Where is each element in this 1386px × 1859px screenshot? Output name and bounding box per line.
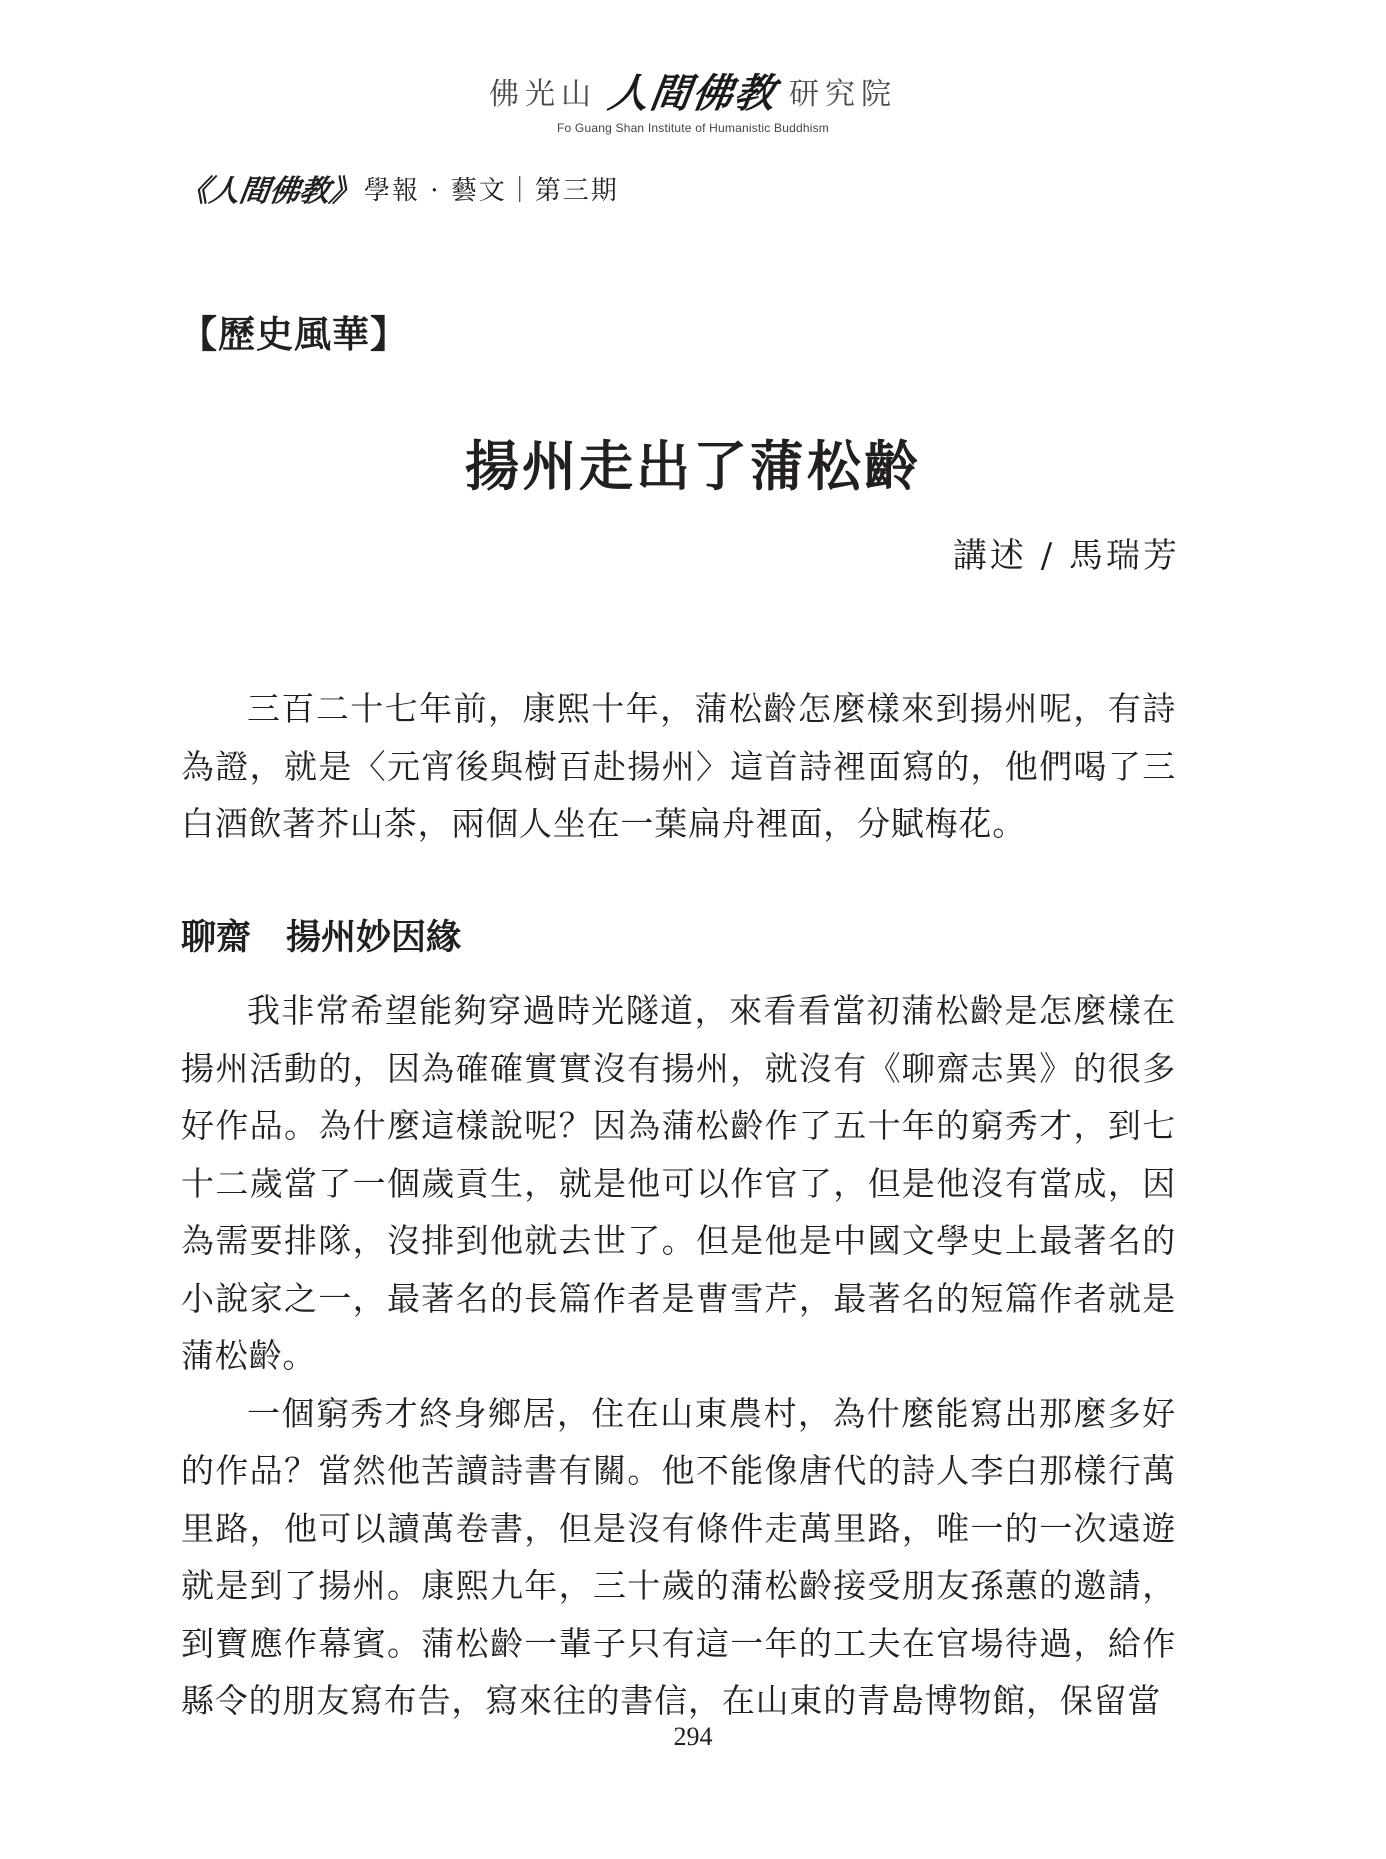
running-header <box>177 166 619 210</box>
article-body <box>181 680 1176 1730</box>
paragraph: 三百二十七年前，康熙十年，蒲松齡怎麼樣來到揚州呢，有詩為證，就是〈元宵後與樹百赴揚州〉這首詩裡面寫的，他們喝了三白酒飲著芥山茶，兩個人坐在一葉扁舟裡面，分賦梅花。 <box>181 689 1176 843</box>
masthead-line <box>489 62 897 119</box>
spacer <box>181 853 1176 909</box>
masthead <box>0 62 1386 135</box>
masthead-prefix: 佛光山 <box>489 76 597 112</box>
paragraph: 我非常希望能夠穿過時光隧道，來看看當初蒲松齡是怎麼樣在揚州活動的，因為確確實實沒有揚州，就沒有《聊齋志異》的很多好作品。為什麼這樣說呢？因為蒲松齡作了五十年的窮秀才，到七十二歲當了一個歲貢生，就是他可以作官了，但是他沒有當成，因為需要排隊，沒排到他就去世了。但是他是中國文學史上最著名的小說家之一，最著名的長篇作者是曹雪芹，最著名的短篇作者就是蒲松齡。 <box>181 991 1176 1375</box>
masthead-subtitle: Fo Guang Shan Institute of Humanistic Buddhism <box>556 121 829 135</box>
journal-logo: 《人間佛教》 <box>177 174 362 209</box>
masthead-suffix: 研究院 <box>789 76 897 112</box>
byline: 講述 / 馬瑞芳 <box>952 536 1180 576</box>
masthead-logo: 人間佛教 <box>605 70 780 117</box>
journal-issue: 學報 · 藝文｜第三期 <box>364 175 619 206</box>
article-title: 揚州走出了蒲松齡 <box>465 434 921 498</box>
section-label: 【歷史風華】 <box>180 312 408 356</box>
page-number: 294 <box>673 1722 713 1751</box>
subheading: 聊齋 揚州妙因緣 <box>181 916 462 958</box>
spacer <box>181 966 1176 982</box>
paragraph: 一個窮秀才終身鄉居，住在山東農村，為什麼能寫出那麼多好的作品？當然他苦讀詩書有關。他不能像唐代的詩人李白那樣行萬里路，他可以讀萬卷書，但是沒有條件走萬里路，唯一的一次遠遊就是到了揚州。康熙九年，三十歲的蒲松齡接受朋友孫蕙的邀請，到寶應作幕賓。蒲松齡一輩子只有這一年的工夫在官場待過，給作縣令的朋友寫布告，寫來往的書信，在山東的青島博物館，保留當 <box>181 1393 1176 1720</box>
